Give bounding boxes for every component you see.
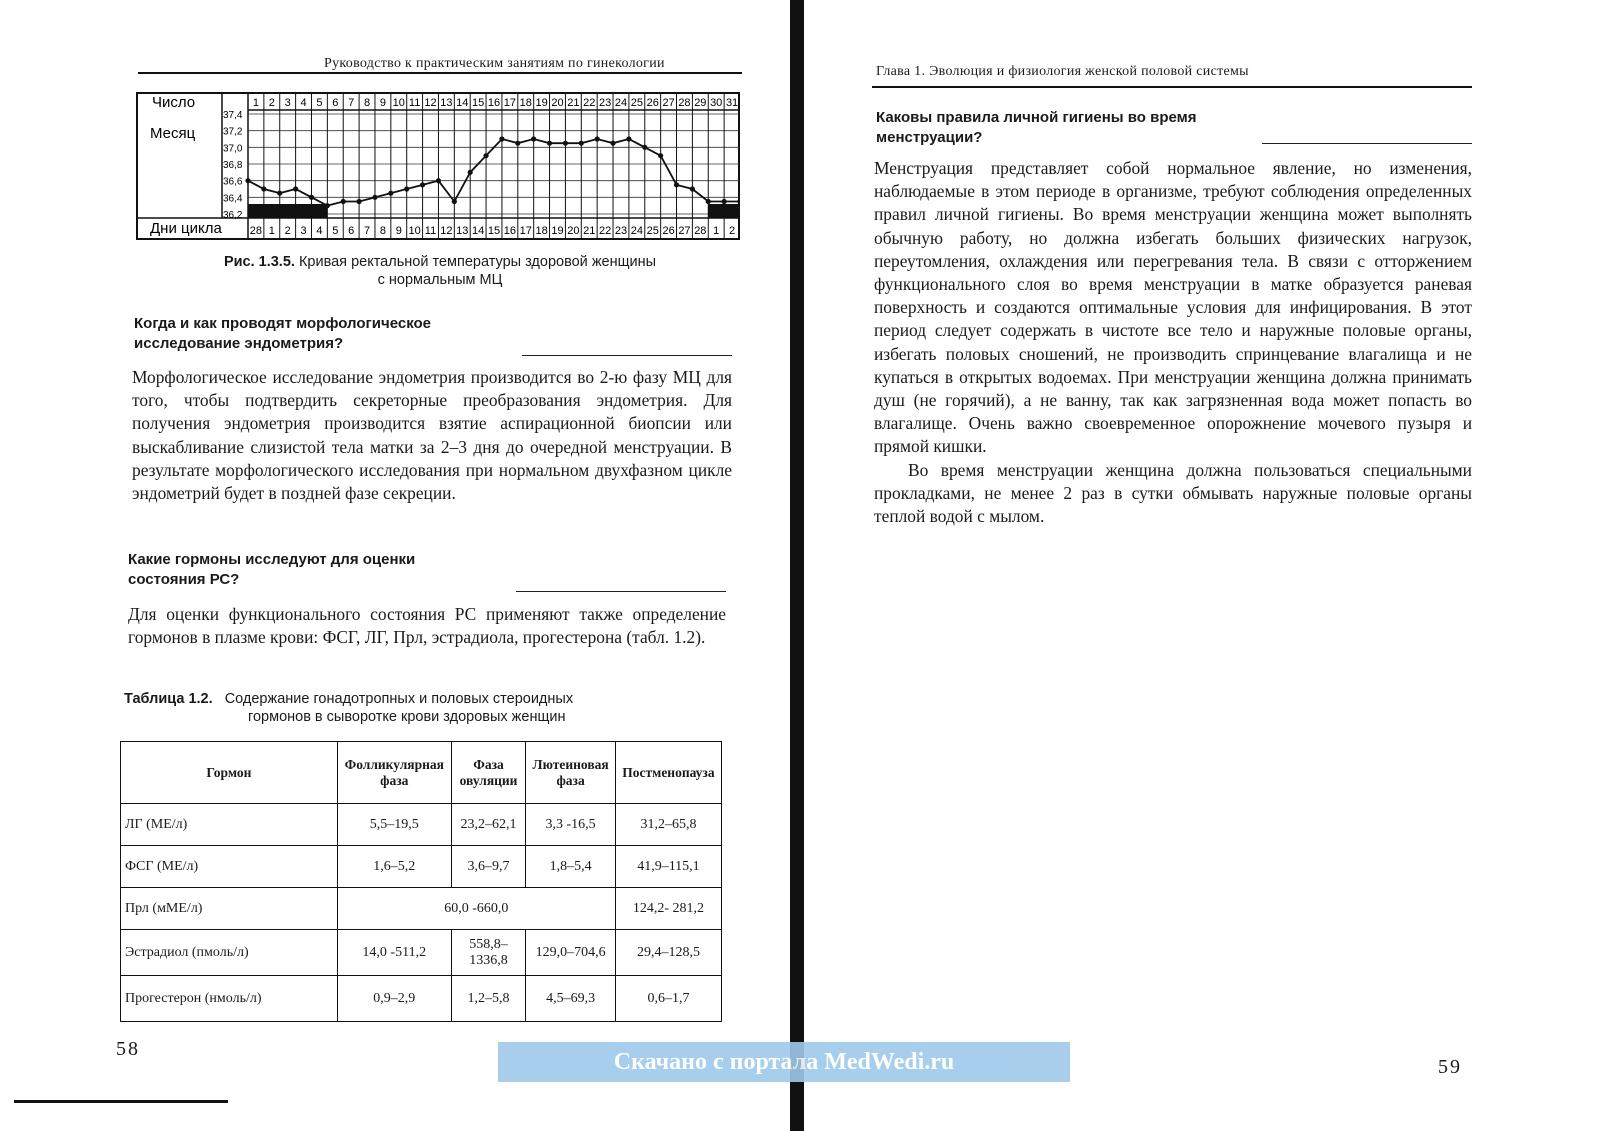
table-caption-number: Таблица 1.2. — [124, 691, 213, 707]
cell-value: 5,5–19,5 — [337, 804, 451, 846]
table-row — [121, 888, 722, 930]
temperature-point — [468, 170, 473, 175]
temperature-point — [452, 199, 457, 204]
cycle-day-label: 18 — [535, 225, 548, 237]
day-number-label: 3 — [284, 97, 291, 109]
left-page — [0, 0, 790, 1131]
chart-row-label-day: Число — [152, 94, 196, 111]
temperature-point — [706, 199, 711, 204]
cell-value: 4,5–69,3 — [526, 976, 616, 1022]
figure-caption-number: Рис. 1.3.5. — [223, 254, 295, 270]
menstruation-block — [708, 204, 724, 218]
day-number-label: 7 — [348, 97, 355, 109]
day-number-label: 22 — [583, 97, 596, 109]
cell-hormone: Прл (мМЕ/л) — [121, 888, 338, 930]
cycle-day-label: 28 — [249, 225, 263, 237]
y-tick-label: 37,0 — [223, 143, 243, 155]
temperature-point — [420, 182, 425, 187]
chart-row-label-month: Месяц — [150, 125, 196, 142]
cycle-day-label: 25 — [646, 225, 659, 237]
cell-value: 1,8–5,4 — [526, 846, 616, 888]
day-number-label: 28 — [678, 97, 691, 109]
day-number-label: 5 — [316, 97, 323, 109]
cell-hormone: Эстрадиол (пмоль/л) — [121, 930, 338, 976]
cell-value: 3,6–9,7 — [451, 846, 526, 888]
cycle-day-label: 13 — [456, 225, 469, 237]
temperature-point — [341, 199, 346, 204]
page-number-left: 58 — [116, 1038, 140, 1060]
temperature-point — [595, 136, 600, 141]
cycle-day-label: 20 — [567, 225, 580, 237]
temperature-point — [372, 195, 377, 200]
cell-hormone: ЛГ (МЕ/л) — [121, 804, 338, 846]
day-number-label: 16 — [487, 97, 501, 109]
y-tick-label: 36,8 — [223, 160, 243, 171]
cycle-day-label: 1 — [713, 225, 720, 237]
paragraph-endometrium — [132, 366, 732, 505]
temperature-point — [674, 182, 679, 187]
cycle-day-label: 28 — [694, 225, 707, 237]
cell-value-merged: 60,0 -660,0 — [337, 888, 615, 930]
heading-underline-1 — [522, 355, 732, 356]
th-hormone: Гормон — [121, 742, 338, 804]
cycle-day-label: 16 — [503, 225, 516, 237]
cycle-day-label: 7 — [363, 225, 371, 237]
cycle-day-label: 2 — [284, 225, 291, 237]
table-row — [121, 930, 722, 976]
temperature-point — [642, 145, 647, 150]
day-number-label: 13 — [440, 97, 453, 109]
day-number-label: 27 — [662, 97, 675, 109]
temperature-point — [515, 141, 520, 146]
cycle-day-label: 15 — [487, 225, 501, 237]
temperature-point — [737, 199, 740, 204]
day-number-label: 18 — [519, 97, 532, 109]
temperature-point — [404, 186, 409, 191]
day-number-label: 29 — [694, 97, 707, 109]
temperature-point — [626, 136, 631, 141]
day-number-label: 26 — [646, 97, 659, 109]
cycle-day-label: 6 — [348, 225, 355, 237]
hormone-table — [120, 741, 722, 1022]
temperature-point — [658, 153, 663, 158]
th-postmenopause: Постменопауза — [615, 742, 721, 804]
question-heading-2-line2: состояния РС? — [128, 571, 240, 588]
table-row — [121, 976, 722, 1022]
paragraph-hormones — [128, 603, 726, 649]
cell-hormone: ФСГ (МЕ/л) — [121, 846, 338, 888]
cell-value: 23,2–62,1 — [451, 804, 526, 846]
cell-value: 31,2–65,8 — [615, 804, 721, 846]
temperature-point — [277, 191, 282, 196]
cell-value: 0,6–1,7 — [615, 976, 721, 1022]
menstruation-block — [724, 204, 740, 218]
temperature-point — [531, 136, 536, 141]
heading-underline-3 — [1262, 143, 1472, 144]
temperature-point — [245, 178, 250, 183]
figure-caption-line2: с нормальным МЦ — [377, 272, 503, 288]
cell-value: 558,8–1336,8 — [451, 930, 526, 976]
temperature-point — [356, 199, 361, 204]
paragraph-endometrium-text: Морфологическое исследование эндометрия производится во 2-ю фазу МЦ для того, чтобы подтвердить секреторные преобразования эндометрия. Для получения эндометрия производится взятие аспирационной биопсии или выскабливание слизистой тела матки за 2–3 дня до очередной менструации. В результате морфологического исследования при нормальном двухфазном цикле эндометрий будет в поздней фазе секреции. — [132, 367, 732, 504]
y-tick-label: 36,6 — [223, 176, 243, 188]
temperature-line — [248, 139, 740, 206]
paragraph-hygiene — [874, 157, 1472, 528]
day-number-label: 20 — [551, 97, 564, 109]
y-tick-label: 37,4 — [223, 110, 243, 121]
cell-value: 3,3 -16,5 — [526, 804, 616, 846]
figure-caption-line1: Кривая ректальной температуры здоровой женщины — [298, 254, 657, 270]
temperature-point — [563, 141, 568, 146]
temperature-point — [436, 178, 441, 183]
day-number-label: 19 — [535, 97, 548, 109]
day-number-label: 4 — [300, 97, 307, 109]
temperature-point — [610, 141, 615, 146]
cell-value: 129,0–704,6 — [526, 930, 616, 976]
cell-hormone: Прогестерон (нмоль/л) — [121, 976, 338, 1022]
day-number-label: 11 — [408, 97, 421, 109]
cycle-day-label: 17 — [519, 225, 532, 237]
question-heading-hygiene — [876, 108, 1197, 148]
day-number-label: 30 — [710, 97, 723, 109]
question-heading-2-line1: Какие гормоны исследуют для оценки — [128, 551, 416, 568]
menstruation-block — [296, 204, 312, 218]
table-caption-line2: гормонов в сыворотке крови здоровых женщин — [248, 709, 566, 725]
temperature-point — [483, 153, 488, 158]
heading-underline-2 — [516, 591, 726, 592]
cycle-day-label: 11 — [424, 225, 437, 237]
th-luteal: Лютеиновая фаза — [526, 742, 616, 804]
cell-value: 1,2–5,8 — [451, 976, 526, 1022]
table-caption-line1: Содержание гонадотропных и половых стероидных — [224, 691, 574, 707]
cycle-day-label: 24 — [630, 225, 643, 237]
temperature-point — [388, 191, 393, 196]
chart-row-label-cycle: Дни цикла — [150, 220, 222, 237]
question-heading-hygiene-line2: менструации? — [876, 129, 983, 146]
table-header-row — [121, 742, 722, 804]
question-heading-hygiene-line1: Каковы правила личной гигиены во время — [876, 109, 1197, 126]
day-number-label: 2 — [268, 97, 275, 109]
cycle-day-label: 22 — [598, 225, 612, 237]
y-tick-label: 37,2 — [223, 126, 243, 138]
day-number-label: 23 — [598, 97, 612, 109]
figure-caption — [150, 253, 730, 289]
day-number-label: 25 — [630, 97, 643, 109]
cycle-day-label: 2 — [729, 225, 736, 237]
cycle-day-label: 19 — [551, 225, 564, 237]
day-number-label: 12 — [424, 97, 437, 109]
paragraph-hormones-text: Для оценки функционального состояния РС применяют также определение гормонов в плазме крови: ФСГ, ЛГ, Прл, эстрадиола, прогестерона (табл. 1.2). — [128, 604, 726, 648]
th-ovulation: Фаза овуляции — [451, 742, 526, 804]
cell-value: 1,6–5,2 — [337, 846, 451, 888]
cell-value: 0,9–2,9 — [337, 976, 451, 1022]
temperature-point — [499, 136, 504, 141]
paragraph-hygiene-text-1: Менструация представляет собой нормальное явление, но изменения, наблюдаемые в этом периоде в организме, требуют соблюдения определенных правил личной гигиены. Во время менструации женщина может выполнять обычную работу, но должна избегать больших физических нагрузок, переутомления, охлаждения или перегревания тела. В связи с отторжением функционального слоя во время менструации в матке образуется раневая поверхность и создаются оптимальные условия для инфицирования. В этот период следует содержать в чистоте все тело и наружные половые органы, избегать половых сношений, не производить спринцевание влагалища и не купаться в открытых водоемах. При менструации женщина должна принимать душ (не горячий), а не ванну, так как загрязненная вода может попасть во влагалище. Очень важно своевременное опорожнение мочевого пузыря и прямой кишки. — [874, 158, 1472, 457]
cycle-day-label: 9 — [395, 225, 402, 237]
day-number-label: 17 — [503, 97, 516, 109]
th-follicular: Фолликулярная фаза — [337, 742, 451, 804]
day-number-label: 6 — [332, 97, 339, 109]
question-heading-1-line1: Когда и как проводят морфологическое — [134, 315, 432, 332]
question-heading-1 — [134, 314, 431, 354]
header-rule-right — [872, 86, 1472, 88]
cycle-day-label: 21 — [583, 225, 596, 237]
day-number-label: 15 — [472, 97, 485, 109]
cell-value: 14,0 -511,2 — [337, 930, 451, 976]
temperature-point — [690, 186, 695, 191]
cycle-day-label: 8 — [379, 225, 386, 237]
cycle-day-label: 12 — [440, 225, 453, 237]
cycle-day-label: 14 — [472, 225, 485, 237]
temperature-point — [579, 141, 584, 146]
running-head-right: Глава 1. Эволюция и физиология женской половой системы — [876, 64, 1249, 79]
temperature-point — [722, 199, 727, 204]
temperature-point — [293, 186, 298, 191]
cell-value: 41,9–115,1 — [615, 846, 721, 888]
temperature-chart — [136, 92, 740, 240]
cell-value: 29,4–128,5 — [615, 930, 721, 976]
header-rule-left — [138, 72, 742, 74]
question-heading-2 — [128, 550, 415, 590]
cycle-day-label: 4 — [316, 225, 323, 237]
menstruation-block — [280, 204, 296, 218]
temperature-point — [309, 195, 314, 200]
table-caption — [124, 690, 724, 726]
day-number-label: 8 — [363, 97, 371, 109]
cycle-day-label: 1 — [268, 225, 275, 237]
watermark-banner: Скачано с портала MedWedi.ru — [498, 1042, 1070, 1082]
day-number-label: 9 — [379, 97, 386, 109]
y-tick-label: 36,4 — [223, 193, 243, 205]
table-row — [121, 846, 722, 888]
temperature-point — [547, 141, 552, 146]
cycle-day-label: 3 — [300, 225, 307, 237]
day-number-label: 31 — [725, 97, 739, 109]
paragraph-hygiene-text-2: Во время менструации женщина должна пользоваться специальными прокладками, не менее 2 раз в сутки обмывать наружные половые органы теплой водой с мылом. — [874, 459, 1472, 527]
temperature-point — [261, 186, 266, 191]
cycle-day-label: 27 — [678, 225, 691, 237]
cell-value: 124,2- 281,2 — [615, 888, 721, 930]
table-row — [121, 804, 722, 846]
question-heading-1-line2: исследование эндометрия? — [134, 335, 344, 352]
cycle-day-label: 10 — [408, 225, 421, 237]
day-number-label: 1 — [252, 97, 259, 109]
running-head-left: Руководство к практическим занятиям по гинекологии — [324, 56, 665, 71]
day-number-label: 24 — [614, 97, 628, 109]
cycle-day-label: 23 — [614, 225, 628, 237]
day-number-label: 10 — [392, 97, 405, 109]
cycle-day-label: 26 — [662, 225, 675, 237]
menstruation-block — [248, 204, 264, 218]
scan-edge-line — [14, 1100, 228, 1103]
menstruation-block — [264, 204, 280, 218]
day-number-label: 21 — [567, 97, 580, 109]
cycle-day-label: 5 — [332, 225, 339, 237]
right-page — [800, 0, 1600, 1131]
temperature-point — [325, 203, 330, 208]
day-number-label: 14 — [456, 97, 469, 109]
y-tick-label: 36,2 — [223, 210, 243, 221]
page-number-right: 59 — [1438, 1056, 1462, 1078]
